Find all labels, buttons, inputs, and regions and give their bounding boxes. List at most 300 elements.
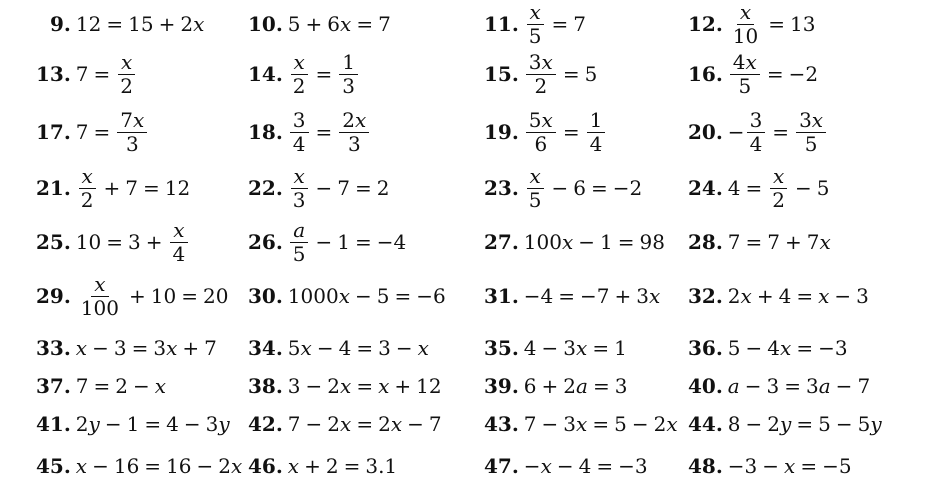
operator: = [356,412,374,436]
fraction [78,163,97,212]
fraction [290,49,309,98]
operator: − [556,454,574,478]
exercise-number: 9. [50,12,71,36]
equation [524,2,586,47]
exercise-item [248,0,391,48]
exercise-number: 19. [484,120,519,144]
term: 7 [75,374,89,398]
equation [524,414,678,434]
exercise-item [248,400,442,448]
equation [524,163,643,212]
operator: + [541,374,559,398]
variable: x [818,284,830,308]
term: − [727,120,745,144]
equation [728,286,869,306]
fraction [290,217,309,266]
numerator: x [118,52,135,75]
term: 6 [327,12,341,36]
exercise-number: 21. [36,176,71,200]
exercise-item [484,0,586,48]
numerator: x [527,166,544,189]
operator: − [631,412,649,436]
equation [288,376,442,396]
numerator: 3 [290,110,309,133]
term: 2 [325,454,339,478]
exercise-item [36,272,228,320]
equation [524,286,661,306]
fraction [747,107,766,156]
exercise-item [36,400,230,448]
term: 12 [75,12,102,36]
exercise-number: 31. [484,284,519,308]
variable: x [340,374,352,398]
equation [288,414,442,434]
denominator: 4 [172,241,186,266]
operator: − [834,284,852,308]
term: 2 [180,12,194,36]
fraction [117,107,147,156]
operator: = [106,230,124,254]
operator: − [315,230,333,254]
operator: + [182,336,200,360]
operator: = [772,120,790,144]
term: 4 [338,336,352,360]
variable: x [287,454,300,478]
term: 98 [639,230,665,254]
exercise-number: 35. [484,336,519,360]
exercise-item [688,442,852,490]
denominator: 2 [292,73,306,98]
exercise-item [36,218,190,266]
operator: − [578,230,596,254]
equation [288,456,397,476]
operator: = [144,454,162,478]
equation [75,217,190,266]
exercise-number: 32. [688,284,723,308]
operator: = [394,284,412,308]
equation [76,338,217,358]
term: −2 [612,176,643,200]
operator: − [745,336,763,360]
numerator: x [91,274,108,297]
denominator: 10 [732,23,759,48]
operator: = [181,284,198,308]
exercise-number: 23. [484,176,519,200]
exercise-item [248,442,397,490]
equation [728,232,831,252]
variable: x [780,336,792,360]
fraction [290,107,309,156]
numerator: a [290,220,308,243]
equation [727,107,828,156]
term: 10 [150,284,177,308]
exercise-item [36,108,149,156]
equation [288,217,407,266]
operator: − [744,374,762,398]
numerator: 3 [747,110,766,133]
equation [75,107,150,156]
term: 10 [75,230,102,254]
operator: − [183,412,201,436]
variable: x [417,336,429,360]
operator: = [745,230,763,254]
exercise-number: 29. [36,284,71,308]
term: 2 [115,374,129,398]
term: 1 [126,412,140,436]
variable: x [340,12,352,36]
operator: − [395,336,413,360]
equation [288,338,429,358]
term: 3 [128,230,141,254]
operator: = [558,284,576,308]
term: 7 [806,230,820,254]
term: 3 [806,374,819,398]
term: 5 [376,284,390,308]
exercise-item [248,272,446,320]
exercise-item [36,50,138,98]
operator: = [768,12,786,36]
numerator: x [291,52,308,75]
fraction [730,2,761,47]
operator: = [93,120,111,144]
term: 7 [857,374,871,398]
exercise-number: 41. [36,412,71,436]
variable: a [727,374,740,398]
operator: = [617,230,635,254]
term: 7 [204,336,217,360]
exercise-item [688,400,882,448]
exercise-number: 18. [248,120,283,144]
exercise-number: 36. [688,336,723,360]
term: 3 [766,374,780,398]
operator: = [356,12,374,36]
operator: = [356,374,374,398]
term: 1 [614,336,627,360]
term: 3 [614,374,628,398]
numerator: 3x [526,52,556,75]
denominator: 6 [534,131,548,156]
equation [76,456,243,476]
numerator: x [170,220,187,243]
variable: x [231,454,243,478]
exercise-number: 45. [36,454,71,478]
term: 4 [778,284,792,308]
term: 100 [523,230,562,254]
operator: = [144,412,162,436]
variable: x [378,374,390,398]
term: −3 [618,454,648,478]
operator: + [304,454,321,478]
equation [728,49,819,98]
variable: x [540,454,552,478]
exercise-item [484,50,597,98]
operator: = [106,12,124,36]
numerator: 5x [526,110,556,133]
variable: x [784,454,796,478]
operator: − [835,412,853,436]
fraction [769,163,788,212]
fraction [290,163,309,212]
term: 4 [727,176,741,200]
operator: = [131,336,149,360]
variable: x [166,336,178,360]
exercise-number: 20. [688,120,723,144]
operator: − [795,176,812,200]
fraction [117,49,136,98]
term: 7 [573,12,587,36]
term: 2 [327,412,341,436]
operator: − [541,336,559,360]
operator: − [762,454,780,478]
term: 3 [856,284,869,308]
operator: = [592,374,610,398]
term: 5 [818,412,831,436]
denominator: 3 [342,73,356,98]
operator: = [355,230,372,254]
term: 2 [218,454,232,478]
term: 7 [337,176,351,200]
operator: = [143,176,160,200]
operator: = [745,176,763,200]
equation [524,107,608,156]
exercise-item [248,50,360,98]
denominator: 5 [804,131,818,156]
variable: x [340,412,352,436]
term: 4 [523,336,537,360]
equation [76,14,204,34]
operator: = [800,454,818,478]
variable: x [666,412,678,436]
term: 4 [767,336,781,360]
equation [728,338,848,358]
exercise-number: 22. [248,176,283,200]
term: 3 [205,412,219,436]
operator: = [596,454,614,478]
term: 3 [563,412,577,436]
operator: = [591,176,608,200]
term: 1 [337,230,351,254]
exercise-number: 25. [36,230,71,254]
operator: − [133,374,150,398]
numerator: 1 [339,52,358,75]
denominator: 4 [589,131,603,156]
term: 6 [523,374,537,398]
denominator: 5 [738,73,752,98]
term: 5 [287,336,301,360]
operator: + [158,12,176,36]
numerator: x [291,166,308,189]
term: 3 [153,336,167,360]
denominator: 4 [749,131,763,156]
variable: x [576,336,588,360]
variable: x [740,284,752,308]
term: 12 [164,176,191,200]
term: 3 [113,336,127,360]
operator: = [315,120,333,144]
exercise-number: 13. [36,62,71,86]
variable: x [390,412,403,436]
term: 13 [790,12,816,36]
term: 16 [166,454,192,478]
operator: − [104,412,122,436]
exercise-item [484,272,660,320]
operator: − [196,454,214,478]
term: −3 [727,454,758,478]
exercise-number: 14. [248,62,283,86]
fraction [587,107,606,156]
term: 15 [128,12,154,36]
term: 5 [727,336,741,360]
term: 3 [287,374,301,398]
exercise-number: 34. [248,336,283,360]
exercise-number: 42. [248,412,283,436]
variable: x [193,12,205,36]
exercise-item [688,50,818,98]
exercise-number: 17. [36,120,71,144]
equation [728,2,816,47]
fraction [339,49,358,98]
operator: = [592,336,610,360]
term: 7 [767,230,781,254]
exercise-item [484,164,642,212]
operator: − [92,336,109,360]
denominator: 5 [528,187,542,212]
denominator: 5 [528,23,542,48]
exercise-number: 47. [484,454,519,478]
term: 12 [416,374,442,398]
exercise-number: 48. [688,454,723,478]
equation [524,232,665,252]
exercise-number: 28. [688,230,723,254]
operator: = [796,412,814,436]
operator: = [784,374,801,398]
term: −7 [580,284,610,308]
numerator: 7x [117,110,147,133]
exercise-number: 24. [688,176,723,200]
fraction [796,107,826,156]
term: − [523,454,541,478]
term: 7 [378,12,391,36]
numerator: x [770,166,787,189]
equation [728,414,882,434]
variable: x [561,230,574,254]
exercise-number: 12. [688,12,723,36]
equation [524,49,598,98]
operator: = [315,62,333,86]
variable: y [780,412,792,436]
variable: y [88,412,100,436]
numerator: x [527,2,544,25]
variable: y [870,412,882,436]
exercise-item [248,218,406,266]
operator: + [128,284,146,308]
term: 7 [428,412,442,436]
variable: x [819,230,831,254]
exercise-item [484,442,648,490]
exercise-number: 27. [484,230,519,254]
fraction [78,271,122,320]
term: 2 [75,412,89,436]
term: 7 [75,120,89,144]
exercise-item [248,108,371,156]
variable: x [576,412,588,436]
term: −2 [788,62,819,86]
term: 2 [378,412,391,436]
term: 5 [584,62,598,86]
operator: − [354,284,372,308]
exercise-number: 43. [484,412,519,436]
exercise-number: 46. [248,454,283,478]
operator: = [796,284,814,308]
term: 5 [857,412,871,436]
equation [728,456,852,476]
equation [76,163,191,212]
operator: + [394,374,412,398]
operator: = [355,176,372,200]
exercise-number: 11. [484,12,519,36]
denominator: 100 [80,295,119,320]
operator: + [103,176,121,200]
operator: + [785,230,802,254]
equation [524,456,648,476]
term: −4 [376,230,407,254]
exercise-item [688,218,831,266]
term: 3 [378,336,391,360]
numerator: 2x [339,110,369,133]
term: 8 [727,412,741,436]
term: 2 [727,284,741,308]
exercise-number: 40. [688,374,723,398]
operator: − [92,454,109,478]
equation [75,49,138,98]
operator: = [592,412,610,436]
variable: x [75,336,88,360]
variable: a [818,374,831,398]
term: 1 [600,230,613,254]
variable: x [338,284,350,308]
fraction [526,163,545,212]
exercise-number: 30. [248,284,283,308]
term: 4 [578,454,592,478]
operator: − [745,412,763,436]
term: 16 [113,454,140,478]
term: 6 [573,176,587,200]
variable: x [154,374,167,398]
operator: = [356,336,374,360]
variable: x [75,454,88,478]
exercise-number: 33. [36,336,71,360]
equation [288,163,390,212]
exercise-item [50,0,204,48]
operator: − [316,336,334,360]
variable: y [218,412,230,436]
operator: − [541,412,559,436]
exercise-number: 16. [688,62,723,86]
denominator: 5 [292,241,306,266]
variable: x [649,284,661,308]
term: −6 [416,284,446,308]
term: 7 [727,230,741,254]
term: 2 [563,374,577,398]
operator: − [305,412,323,436]
term: −5 [822,454,852,478]
term: 4 [166,412,179,436]
denominator: 3 [125,131,139,156]
fraction [526,107,556,156]
equation [288,286,446,306]
operator: = [93,62,111,86]
numerator: 3x [796,110,826,133]
